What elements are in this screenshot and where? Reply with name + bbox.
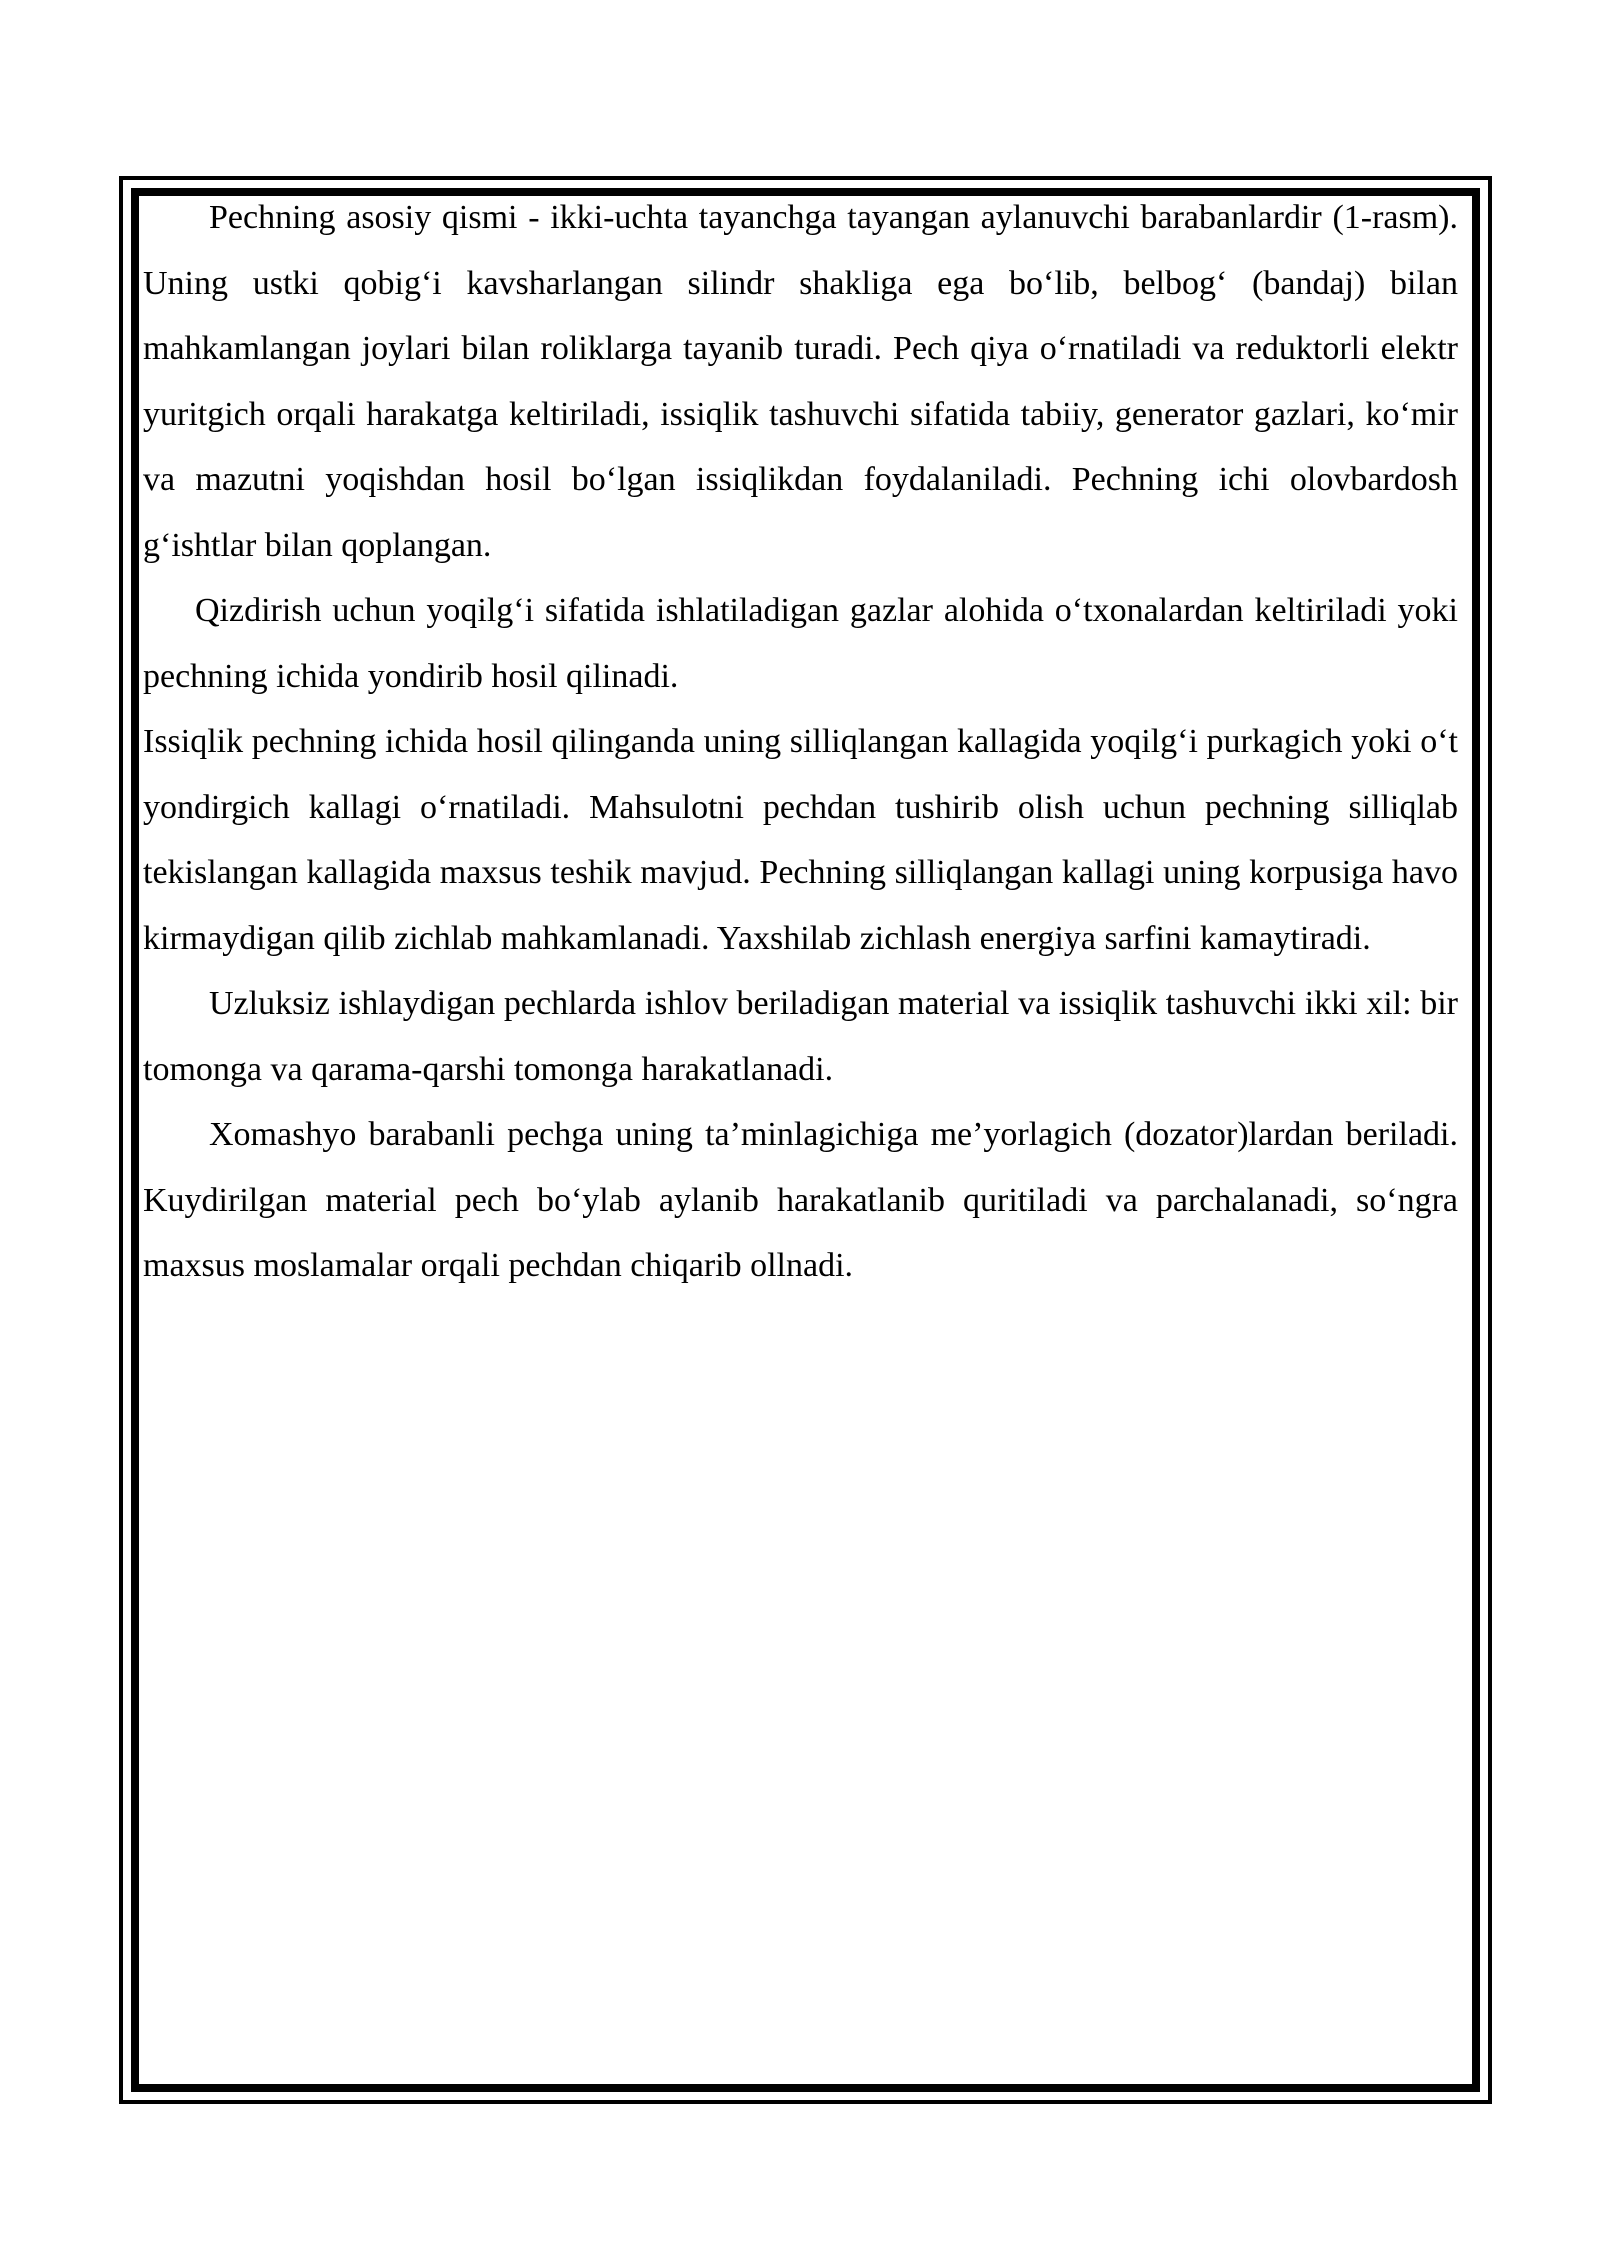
paragraph-kiln-structure: Pechning asosiy qismi - ikki-uchta tayanchga tayangan aylanuvchi barabanlardir (1-rasm). Uning ustki qobig‘i kavsharlangan silindr shakliga ega bo‘lib, belbog‘ (bandaj) bilan mahkamlangan joylari bilan roliklarga tayanib turadi. Pech qiya o‘rnatiladi va reduktorli elektr yuritgich orqali harakatga keltiriladi, issiqlik tashuvchi sifatida tabiiy, generator gazlari, ko‘mir va mazutni yoqishdan hosil bo‘lgan issiqlikdan foydalaniladi. Pechning ichi olovbardosh g‘ishtlar bilan qoplangan. [143,199,1458,564]
document-body [143,185,1458,1299]
paragraph-raw-material-feed: Xomashyo barabanli pechga uning ta’minlagichiga me’yorlagich (dozator)lardan beriladi. Kuydirilgan material pech bo‘ylab aylanib harakatlanib quritiladi va parchalanadi, so‘ngra maxsus moslamalar orqali pechdan chiqarib ollnadi. [143,1116,1458,1284]
paragraph-heating-gases: Qizdirish uchun yoqilg‘i sifatida ishlatiladigan gazlar alohida o‘txonalardan keltiriladi yoki pechning ichida yondirib hosil qilinadi. [143,592,1458,695]
paragraph-continuous-kilns: Uzluksiz ishlaydigan pechlarda ishlov beriladigan material va issiqlik tashuvchi ikki xil: bir tomonga va qarama-qarshi tomonga harakatlanadi. [143,985,1458,1088]
paragraph-kiln-head: Issiqlik pechning ichida hosil qilinganda uning silliqlangan kallagida yoqilg‘i purkagich yoki o‘t yondirgich kallagi o‘rnatiladi. Mahsulotni pechdan tushirib olish uchun pechning silliqlab tekislangan kallagida maxsus teshik mavjud. Pechning silliqlangan kallagi uning korpusiga havo kirmaydigan qilib zichlab mahkamlanadi. Yaxshilab zichlash energiya sarfini kamaytiradi. [143,723,1458,957]
